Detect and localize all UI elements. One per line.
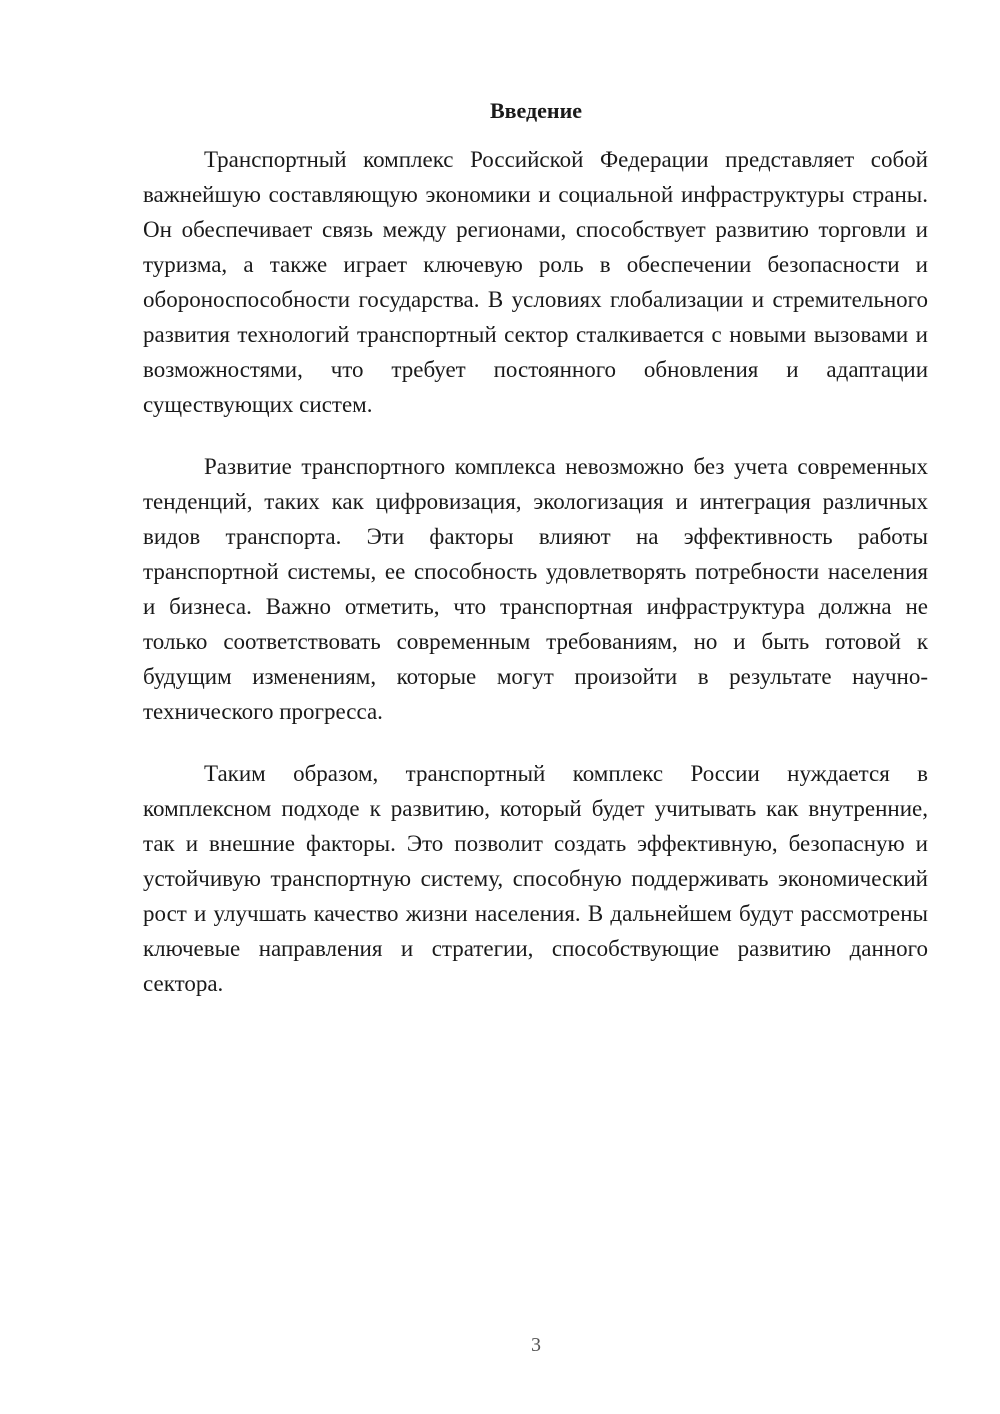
paragraph-2: Развитие транспортного комплекса невозможно без учета современных тенденций, таких как цифровизация, экологизация и интеграция различных видов транспорта. Эти факторы влияют на эффективность работы транспортной системы, ее способность удовлетворять потребности населения и бизнеса. Важно отметить, что транспортная инфраструктура должна не только соответствовать современным требованиям, но и быть готовой к будущим изменениям, которые могут произойти в результате научно-технического прогресса. <box>143 454 928 724</box>
paragraph-3: Таким образом, транспортный комплекс России нуждается в комплексном подходе к развитию, который будет учитывать как внутренние, так и внешние факторы. Это позволит создать эффективную, безопасную и устойчивую транспортную систему, способную поддерживать экономический рост и улучшать качество жизни населения. В дальнейшем будут рассмотрены ключевые направления и стратегии, способствующие развитию данного сектора. <box>143 761 928 996</box>
body-text <box>143 142 928 1028</box>
paragraph-1: Транспортный комплекс Российской Федерации представляет собой важнейшую составляющую экономики и социальной инфраструктуры страны. Он обеспечивает связь между регионами, способствует развитию торговли и туризма, а также играет ключевую роль в обеспечении безопасности и обороноспособности государства. В условиях глобализации и стремительного развития технологий транспортный сектор сталкивается с новыми вызовами и возможностями, что требует постоянного обновления и адаптации существующих систем. <box>143 147 928 417</box>
section-title: Введение <box>489 98 583 123</box>
page-number: 3 <box>531 1334 541 1356</box>
